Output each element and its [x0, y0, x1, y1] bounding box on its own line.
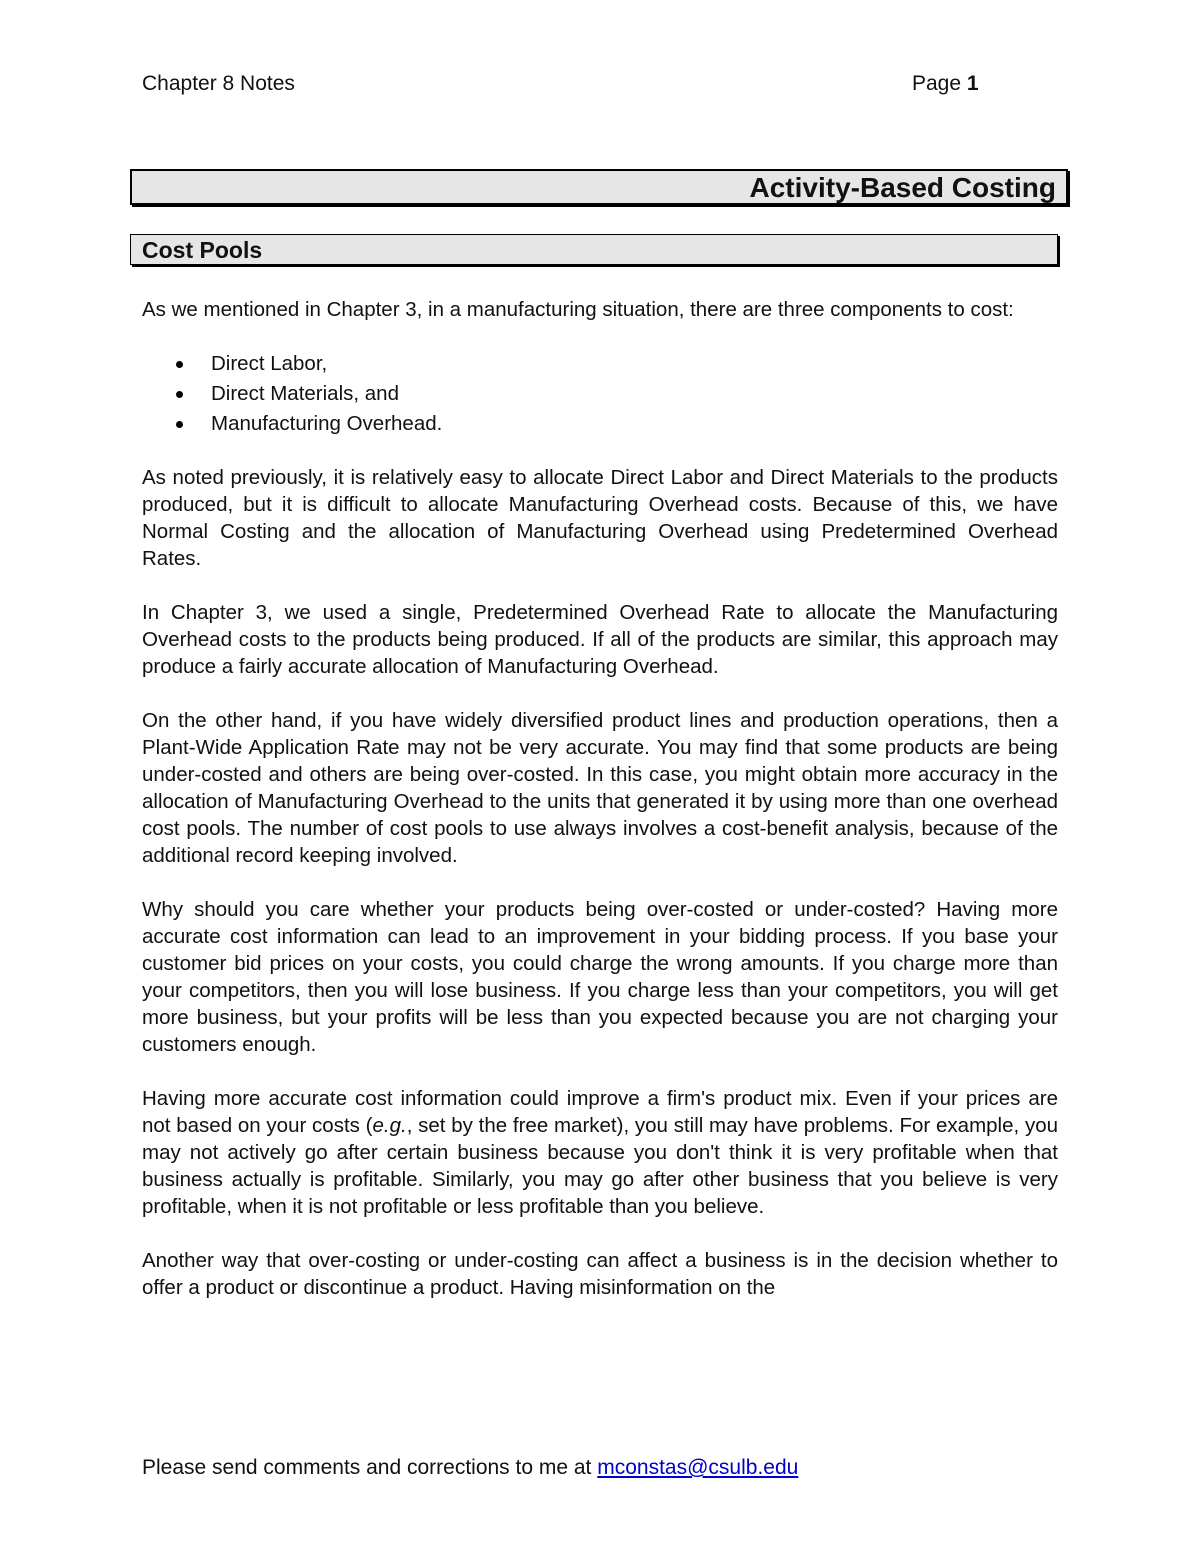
- footer-text: Please send comments and corrections to me at: [142, 1456, 598, 1479]
- list-item: Direct Labor,: [211, 350, 1058, 377]
- title-banner: [130, 169, 1068, 205]
- eg-abbreviation: e.g.: [372, 1114, 407, 1137]
- section-banner: [130, 234, 1058, 265]
- paragraph-single-rate: In Chapter 3, we used a single, Predetermined Overhead Rate to allocate the Manufacturing Overhead costs to the products being produced. If all of the products are similar, this approach may produce a fairly accurate allocation of Manufacturing Overhead.: [142, 601, 1058, 678]
- paragraph-product-mix: [142, 1085, 1058, 1220]
- paragraph-allocation: As noted previously, it is relatively easy to allocate Direct Labor and Direct Materials to the products produced, but it is difficult to allocate Manufacturing Overhead costs. Because of this, we have Normal Costing and the allocation of Manufacturing Overhead using Predetermined Overhead Rates.: [142, 466, 1058, 570]
- page-number: 1: [966, 72, 979, 95]
- paragraph-discontinue: Another way that over-costing or under-costing can affect a business is in the decision whether to offer a product or discontinue a product. Having misinformation on the: [142, 1249, 1058, 1299]
- footer: [142, 1456, 798, 1480]
- paragraph-why-care: Why should you care whether your products being over-costed or under-costed? Having more accurate cost information can lead to an improvement in your bidding process. If you base your customer bid prices on your costs, you could charge the wrong amounts. If you charge more than your competitors, then you will lose business. If you charge less than your competitors, you will get more business, but your profits will be less than you expected because you are not charging your customers enough.: [142, 898, 1058, 1056]
- list-item: Manufacturing Overhead.: [211, 410, 1058, 437]
- product-mix-text-start: Having more accurate cost information could improve a firm's product mix. Even if your prices are not based on your costs (: [142, 1087, 1058, 1137]
- list-item: Direct Materials, and: [211, 380, 1058, 407]
- page-title: Activity-Based Costing: [749, 172, 1056, 203]
- section-heading: Cost Pools: [142, 237, 263, 263]
- page-label: Page: [912, 72, 962, 95]
- email-link[interactable]: mconstas@csulb.edu: [597, 1456, 799, 1479]
- paragraph-intro: As we mentioned in Chapter 3, in a manufacturing situation, there are three components to cost:: [142, 298, 1014, 321]
- header-chapter-title: Chapter 8 Notes: [142, 72, 295, 95]
- product-mix-text-end: , set by the free market), you still may have problems. For example, you may not actively go after certain business because you don't think it is very profitable when that business actually is profitable. Similarly, you may go after other business that you believe is very profitable, when it is not profitable or less profitable than you believe.: [142, 1114, 1058, 1218]
- cost-components-list: [142, 350, 1058, 437]
- paragraph-diversified: On the other hand, if you have widely diversified product lines and production operations, then a Plant-Wide Application Rate may not be very accurate. You may find that some products are being under-costed and others are being over-costed. In this case, you might obtain more accuracy in the allocation of Manufacturing Overhead to the units that generated it by using more than one overhead cost pools. The number of cost pools to use always involves a cost-benefit analysis, because of the additional record keeping involved.: [142, 709, 1058, 867]
- document-body: [142, 296, 1058, 1301]
- header-page-number: [912, 72, 979, 96]
